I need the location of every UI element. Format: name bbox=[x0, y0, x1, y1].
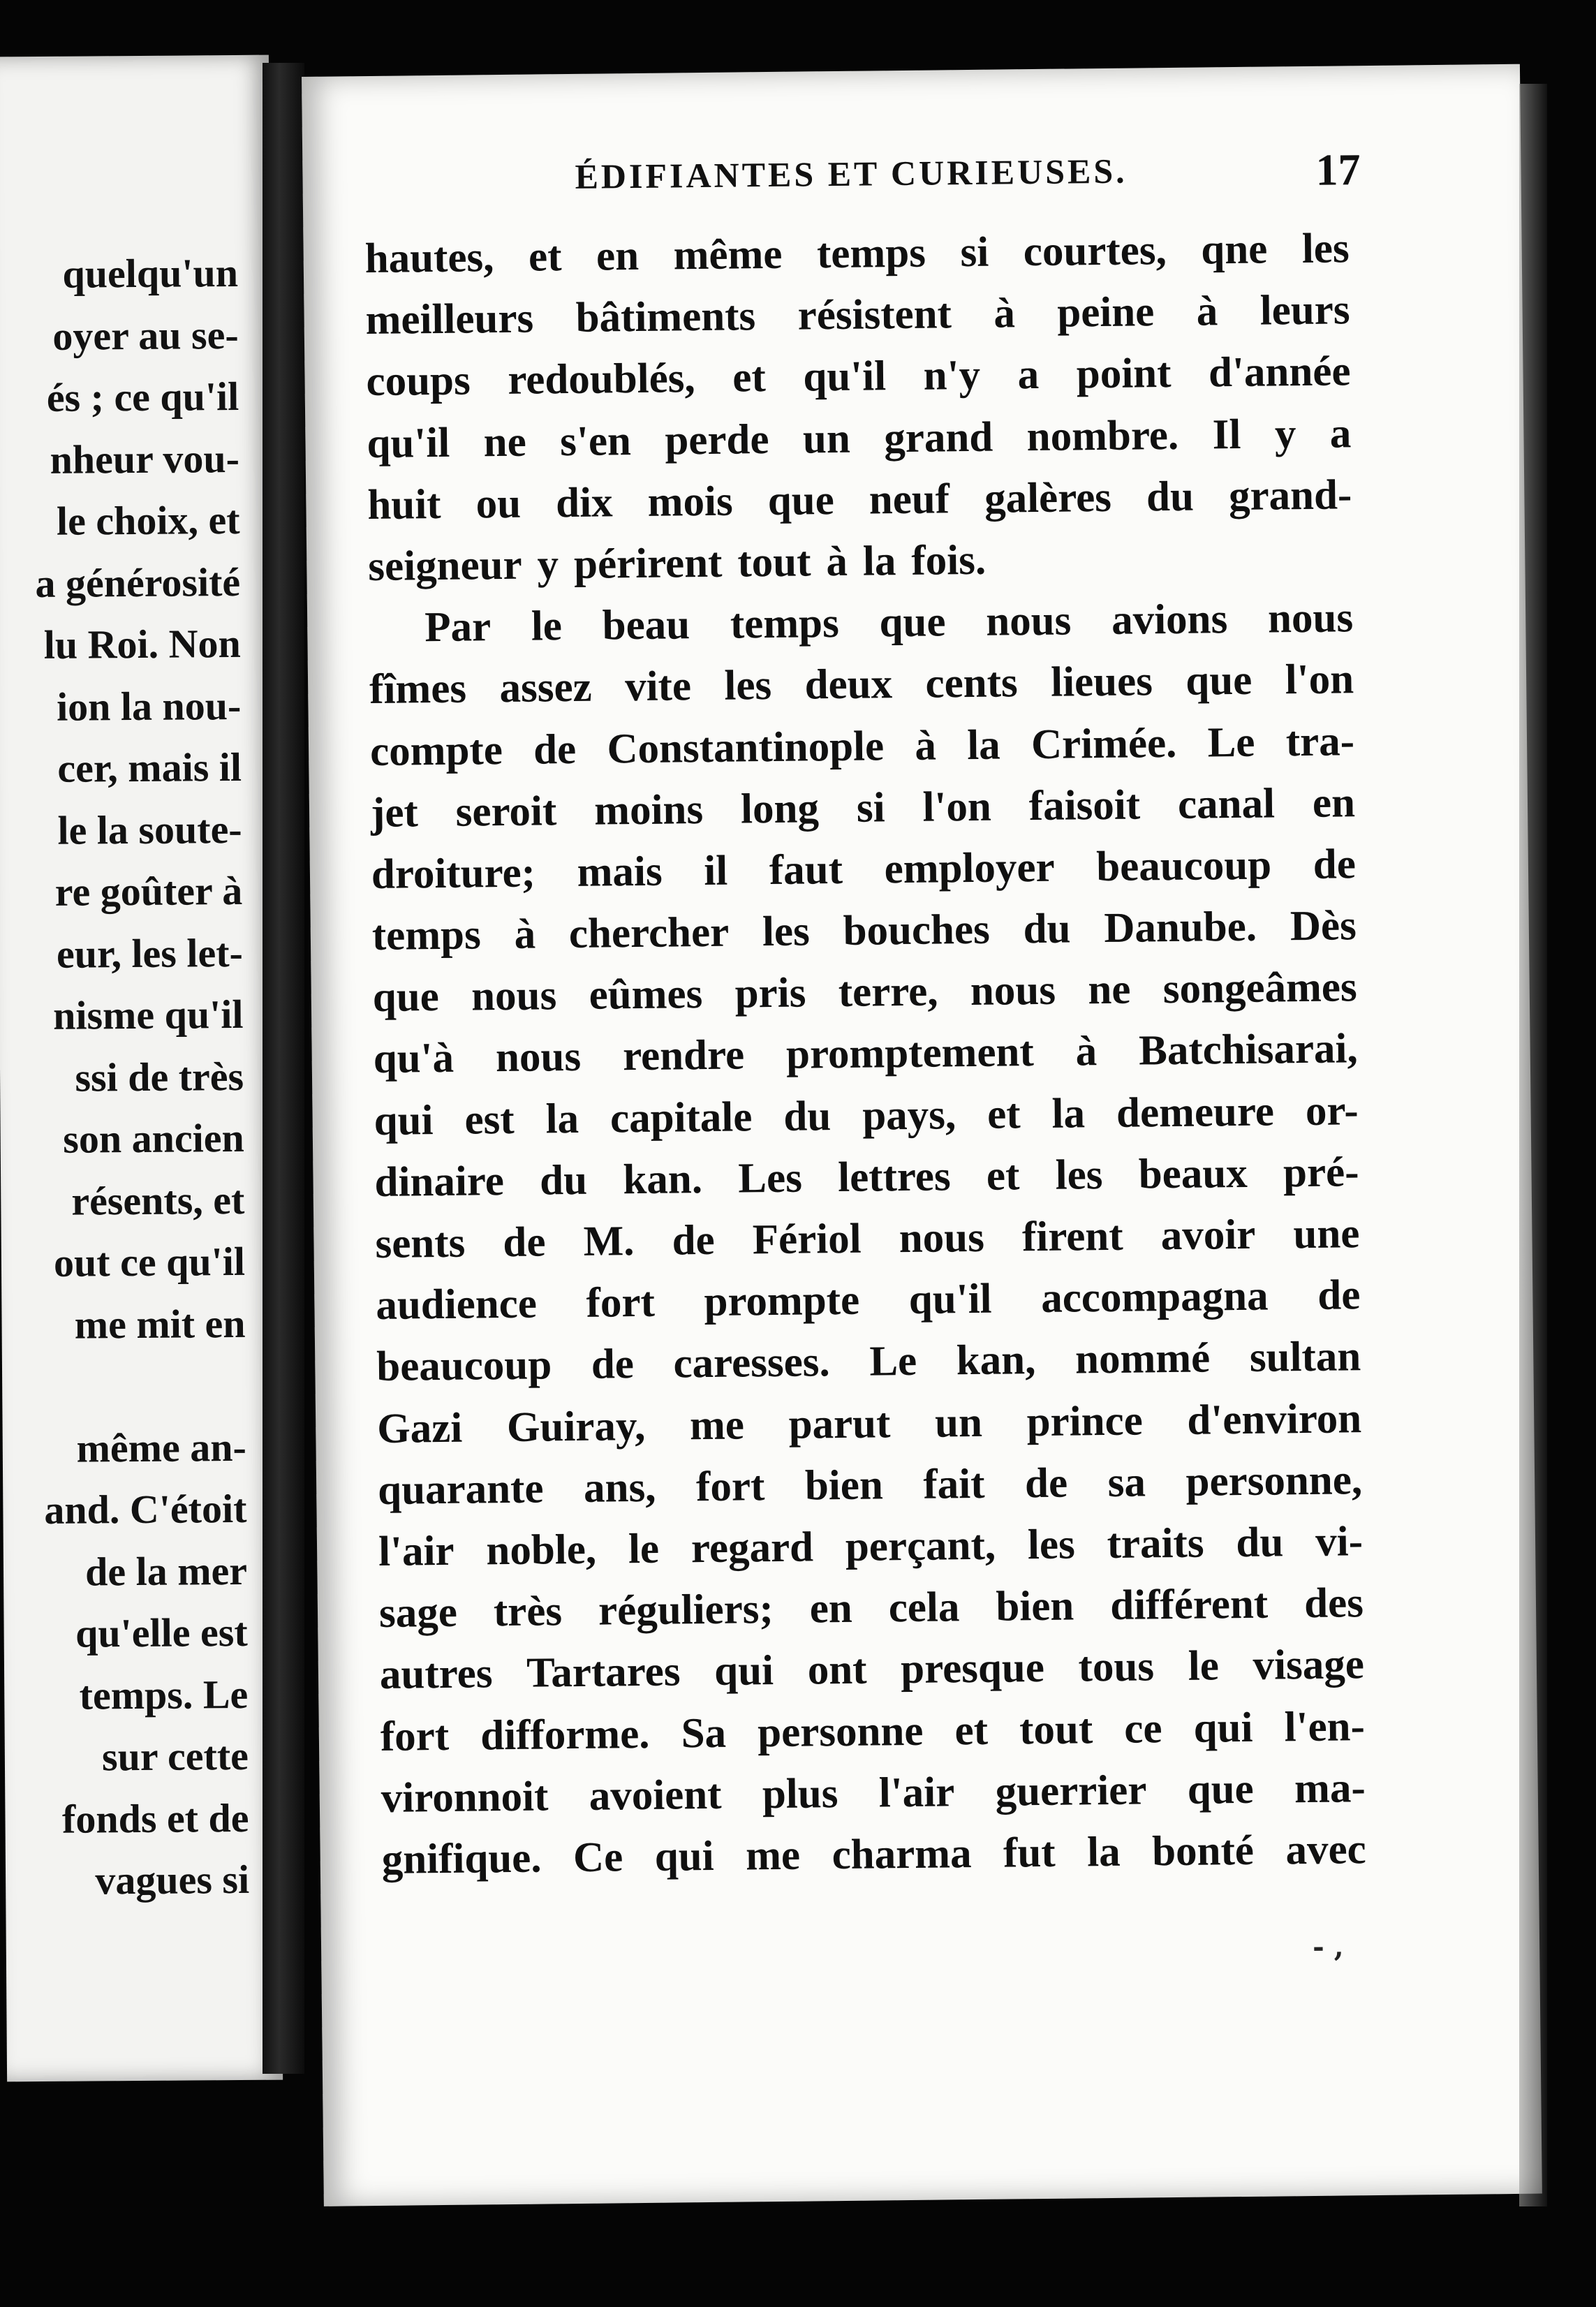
body-line: hautes, et en même temps si courtes, qne les bbox=[364, 225, 1350, 283]
right-page bbox=[302, 64, 1542, 2206]
left-page-line: cer, mais il bbox=[57, 744, 242, 791]
left-page-line: lu Roi. Non bbox=[43, 620, 241, 668]
left-page-line: out ce qu'il bbox=[53, 1238, 246, 1285]
body-line: fort difforme. Sa personne et tout ce qui l'en- bbox=[380, 1702, 1366, 1760]
body-text bbox=[364, 218, 1366, 1891]
left-facing-page bbox=[0, 55, 283, 2082]
running-head: ÉDIFIANTES ET CURIEUSES. bbox=[575, 151, 1128, 196]
left-page-line: résents, et bbox=[71, 1177, 245, 1224]
left-page-line: le la soute- bbox=[57, 806, 242, 853]
left-page-text bbox=[33, 242, 249, 1912]
body-line: audience fort prompte qu'il accompagna de bbox=[376, 1272, 1361, 1329]
left-page-line: de la mer bbox=[84, 1547, 248, 1595]
left-page-line: même an- bbox=[76, 1424, 247, 1471]
body-line: gnifique. Ce qui me charma fut la bonté avec bbox=[381, 1826, 1366, 1883]
body-line: qu'à nous rendre promptement à Batchisarai, bbox=[373, 1025, 1358, 1083]
body-line: qui est la capitale du pays, et la demeure or- bbox=[374, 1086, 1359, 1144]
body-line: qu'il ne s'en perde un grand nombre. Il y a bbox=[367, 409, 1352, 467]
left-page-line: re goûter à bbox=[54, 867, 243, 915]
left-page-line: quelqu'un bbox=[62, 249, 239, 297]
body-line: fîmes assez vite les deux cents lieues que l'on bbox=[369, 656, 1354, 714]
body-line: seigneur y périrent tout à la fois. bbox=[368, 536, 987, 590]
body-line: Par le beau temps que nous avions nous bbox=[424, 594, 1354, 651]
page-number: 17 bbox=[1315, 145, 1361, 195]
left-page-line: sur cette bbox=[101, 1732, 249, 1780]
left-page-line: vagues si bbox=[95, 1856, 250, 1903]
left-page-line: fonds et de bbox=[61, 1794, 249, 1842]
left-page-line: temps. Le bbox=[79, 1671, 249, 1718]
body-line: sage très réguliers; en cela bien différent des bbox=[378, 1579, 1364, 1637]
left-page-line bbox=[40, 1355, 246, 1418]
body-line: beaucoup de caresses. Le kan, nommé sultan bbox=[376, 1333, 1361, 1391]
book-gutter bbox=[263, 63, 304, 2074]
body-line: jet seroit moins long si l'on faisoit canal en bbox=[370, 779, 1356, 836]
left-page-line: and. C'étoit bbox=[44, 1485, 247, 1533]
body-line: droiture; mais il faut employer beaucoup de bbox=[371, 841, 1357, 898]
body-line: compte de Constantinople à la Crimée. Le tra- bbox=[369, 717, 1355, 775]
body-line: temps à chercher les bouches du Danube. Dès bbox=[371, 902, 1357, 960]
left-page-line: eur, les let- bbox=[56, 929, 244, 977]
left-page-line: és ; ce qu'il bbox=[46, 373, 239, 420]
left-page-line: a générosité bbox=[35, 559, 241, 606]
left-page-line: son ancien bbox=[63, 1114, 244, 1162]
body-line: autres Tartares qui ont presque tous le visage bbox=[379, 1641, 1365, 1699]
body-line: Gazi Guiray, me parut un prince d'environ bbox=[376, 1394, 1362, 1452]
page-edge-shadow bbox=[1519, 84, 1547, 2206]
body-line: huit ou dix mois que neuf galères du grand- bbox=[367, 471, 1352, 529]
body-line: vironnoit avoient plus l'air guerrier que ma- bbox=[380, 1764, 1366, 1822]
body-line: l'air noble, le regard perçant, les traits du vi- bbox=[378, 1518, 1364, 1575]
body-line: dinaire du kan. Les lettres et les beaux pré- bbox=[374, 1149, 1359, 1206]
left-page-line: ion la nou- bbox=[56, 682, 242, 730]
body-line: sents de M. de Fériol nous firent avoir une bbox=[375, 1210, 1360, 1267]
body-line: coups redoublés, et qu'il n'y a point d'année bbox=[366, 348, 1351, 406]
left-page-line: oyer au se- bbox=[52, 311, 239, 359]
body-line: quarante ans, fort bien fait de sa personne, bbox=[377, 1456, 1363, 1514]
left-page-line: qu'elle est bbox=[75, 1609, 248, 1656]
left-page-line: nisme qu'il bbox=[52, 991, 244, 1038]
left-page-line: le choix, et bbox=[56, 496, 240, 544]
foot-mark: - , bbox=[1312, 1930, 1344, 1963]
body-line: que nous eûmes pris terre, nous ne songeâmes bbox=[372, 964, 1358, 1022]
body-line: meilleurs bâtiments résistent à peine à leurs bbox=[365, 286, 1350, 344]
left-page-line: nheur vou- bbox=[50, 435, 240, 482]
left-page-line: ssi de très bbox=[75, 1053, 244, 1100]
left-page-line: me mit en bbox=[74, 1300, 246, 1348]
